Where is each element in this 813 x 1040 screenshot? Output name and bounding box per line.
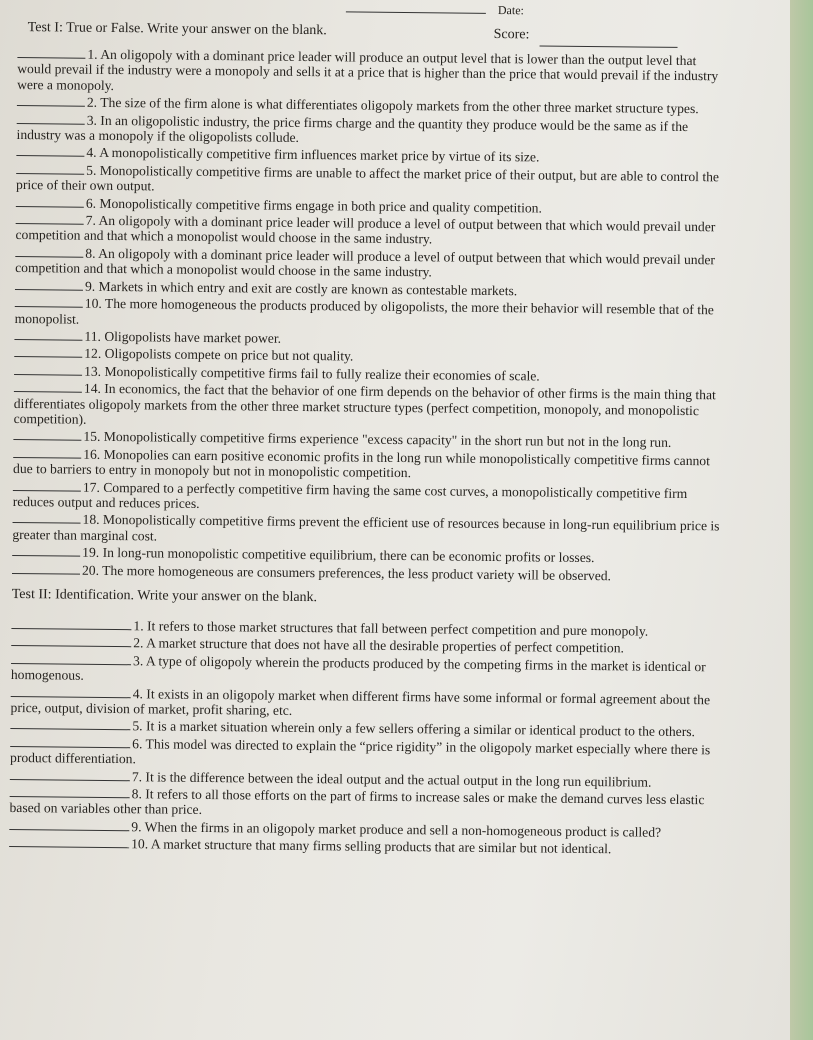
id-item-3 [11,652,723,690]
answer-blank[interactable] [10,735,130,748]
answer-blank[interactable] [12,562,80,575]
id-item-4 [11,685,723,723]
tf-item-14 [14,380,726,434]
answer-blank[interactable] [10,768,130,781]
item-text: 13. Monopolistically competitive firms fail to fully realize their economies of scale. [84,363,540,384]
test2-title: Test II: Identification. Write your answer on the blank. [11,586,318,606]
score-label: Score: [493,26,530,43]
item-text: 19. In long-run monopolistic competitive equilibrium, there can be economic profits or losses. [82,544,595,566]
answer-blank[interactable] [15,245,83,258]
answer-blank[interactable] [11,617,131,630]
item-text: 17. Compared to a perfectly competitive firm having the same cost curves, a monopolistically competitive firm reduces output and reduces prices. [12,479,688,511]
item-text: 6. This model was directed to explain the “price rigidity” in the oligopoly market especially where there is product differentiation. [9,736,711,767]
answer-blank[interactable] [11,634,131,647]
item-text: 6. Monopolistically competitive firms engage in both price and quality competition. [85,195,542,216]
test2-section [9,617,723,858]
item-text: 2. A market structure that does not have all the desirable properties of perfect competition. [133,635,625,656]
item-text: 8. It refers to all those efforts on the part of firms to increase sales or make the demand curves less elastic based on variables other than price. [9,786,705,818]
tf-item-17 [13,479,725,517]
answer-blank[interactable] [16,162,84,175]
answer-blank[interactable] [11,652,131,665]
background-edge [790,0,813,1040]
answer-blank[interactable] [17,46,85,59]
worksheet-header [18,0,730,53]
item-text: 5. Monopolistically competitive firms are unable to affect the market price of their output, but are able to control the price of their own output. [15,162,720,194]
answer-blank[interactable] [17,112,85,125]
score-blank [540,45,678,47]
item-text: 18. Monopolistically competitive firms prevent the efficient use of resources because in long-run equilibrium price is greater than marginal cost. [12,512,720,544]
answer-blank[interactable] [16,144,84,157]
date-label: Date: [497,3,524,18]
tf-item-10 [15,295,727,333]
test1-section [12,46,730,584]
item-text: 1. It refers to those market structures that fall between perfect competition and pure monopoly. [133,618,649,639]
item-text: 7. An oligopoly with a dominant price leader will produce a level of output between that which would prevail under competition and that which a monopolist would choose in the same industry. [15,212,716,247]
item-text: 2. The size of the firm alone is what differentiates oligopoly markets from the other three market structure types. [86,94,699,117]
answer-blank[interactable] [16,195,84,208]
worksheet-content [9,0,730,860]
answer-blank[interactable] [15,278,83,291]
tf-item-8 [15,245,727,283]
answer-blank[interactable] [11,685,131,698]
item-text: 10. A market structure that many firms selling products that are similar but not identical. [131,836,612,857]
tf-item-16 [13,446,725,484]
item-text: 1. An oligopoly with a dominant price leader will produce an output level that is lower than the output level that would prevail if the industry were a monopoly and sells it at a price that is higher than the price that would prevail if the industry were a monopoly. [17,46,719,93]
answer-blank[interactable] [14,380,82,393]
item-text: 20. The more homogeneous are consumers preferences, the less product variety will be observed. [81,562,612,583]
answer-blank[interactable] [13,511,81,524]
item-text: 12. Oligopolists compete on price but not quality. [84,346,354,364]
item-text: 15. Monopolistically competitive firms experience "excess capacity" in the short run but not in the long run. [83,429,672,451]
test1-title: Test I: True or False. Write your answer on the blank. [27,20,327,39]
answer-blank[interactable] [13,479,81,492]
tf-item-1 [17,46,729,100]
item-text: 11. Oligopolists have market power. [84,328,282,346]
tf-item-3 [17,112,729,150]
answer-blank[interactable] [15,295,83,308]
item-text: 9. When the firms in an oligopoly market produce and sell a non-homogeneous product is called? [131,819,662,840]
answer-blank[interactable] [13,428,81,441]
item-text: 14. In economics, the fact that the behavior of one firm depends on the behavior of other firms is the main thing that differentiates oligopoly markets from the other three market structure types (perfect competition, monopoly, and monopolistic competition). [13,380,716,427]
answer-blank[interactable] [9,818,129,831]
answer-blank[interactable] [9,835,129,848]
item-text: 9. Markets in which entry and exit are costly are known as contestable markets. [84,278,518,298]
date-blank [346,11,486,13]
answer-blank[interactable] [14,363,82,376]
tf-item-18 [12,511,724,549]
tf-item-7 [15,212,727,250]
answer-blank[interactable] [14,345,82,358]
item-text: 16. Monopolies can earn positive economic profits in the long run while monopolistically competitive firms cannot due to barriers to entry in monopoly but not in monopolistic competition. [13,446,710,481]
answer-blank[interactable] [12,544,80,557]
item-text: 10. The more homogeneous the products produced by oligopolists, the more their behavior will resemble that of the monopolist. [14,295,714,327]
answer-blank[interactable] [10,717,130,730]
answer-blank[interactable] [17,94,85,107]
answer-blank[interactable] [16,212,84,225]
item-text: 5. It is a market situation wherein only a few sellers offering a similar or identical product to the others. [132,718,696,740]
item-text: 4. A monopolistically competitive firm influences market price by virtue of its size. [86,145,540,165]
answer-blank[interactable] [13,446,81,459]
tf-item-5 [16,162,728,200]
item-text: 4. It exists in an oligopoly market when different firms have some informal or formal agreement about the price, output, division of market, profit sharing, etc. [10,685,711,718]
item-text: 3. A type of oligopoly wherein the products produced by the competing firms in the market is identical or homogenous. [10,653,706,683]
item-text: 7. It is the difference between the ideal output and the actual output in the long run equilibrium. [131,768,652,790]
id-item-8 [9,785,721,823]
answer-blank[interactable] [14,328,82,341]
answer-blank[interactable] [10,785,130,798]
id-item-6 [10,735,722,773]
item-text: 3. In an oligopolistic industry, the price firms charge and the quantity they produce would be the same as if the industry was a monopoly if the oligopolists collude. [16,112,689,145]
item-text: 8. An oligopoly with a dominant price leader will produce a level of output between that which would prevail under competition and that which a monopolist would choose in the same industry. [15,245,716,280]
